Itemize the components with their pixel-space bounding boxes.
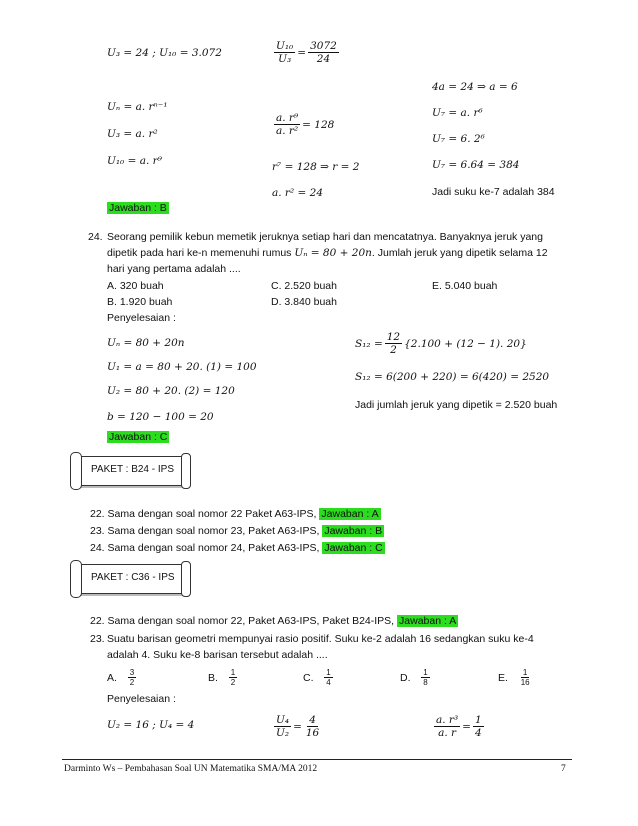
c36-q23-line2: adalah 4. Suku ke-8 barisan tersebut adalah ....	[107, 649, 328, 661]
q24-eq3: U₂ = 80 + 20. (2) = 120	[107, 385, 235, 397]
q24-penyelesaian: Penyelesaian :	[107, 312, 176, 324]
b24-item-24: 24. Sama dengan soal nomor 24, Paket A63-IPS, Jawaban : C	[90, 542, 383, 554]
c36-q23-option-d: D. $\frac{1}{8}$	[400, 668, 428, 687]
q24-answer-highlight: Jawaban : C	[109, 431, 168, 443]
c36-q23-line1: Suatu barisan geometri mempunyai rasio positif. Suku ke-2 adalah 16 sedangkan suku ke-4	[107, 633, 534, 645]
paket-c36-label: PAKET : C36 - IPS	[91, 572, 175, 583]
q24-eq2: U₁ = a = 80 + 20. (1) = 100	[107, 361, 257, 373]
eq-r-value: r⁷ = 128 ⇒ r = 2	[272, 161, 360, 173]
footer-title: Darminto Ws – Pembahasan Soal UN Matematika SMA/MA 2012	[64, 764, 318, 774]
c36-q23-ratio: $\frac{\text{U₄}}{\text{U₂}}$ = $\frac{4}{16}$	[276, 714, 320, 739]
eq-u7-sub: U₇ = 6. 2⁶	[432, 133, 485, 145]
q24-conclusion: Jadi jumlah jeruk yang dipetik = 2.520 buah	[355, 399, 558, 411]
answer-highlight: Jawaban : B	[109, 202, 167, 214]
c36-item-22: 22. Sama dengan soal nomor 22, Paket A63-IPS, Paket B24-IPS, Jawaban : A	[90, 615, 457, 627]
eq-u7-formula: U₇ = a. r⁶	[432, 107, 483, 119]
b24-item-23: 23. Sama dengan soal nomor 23, Paket A63-IPS, Jawaban : B	[90, 525, 383, 537]
c36-q23-option-c: C. $\frac{1}{4}$	[303, 668, 331, 687]
eq-ratio-fraction: $\frac{\text{U₁₀}}{\text{U₃}}$ = $\frac{3072}{24}$	[276, 40, 337, 65]
c36-q23-ar-ratio: $\frac{\text{a. r³}}{a. r}$ = $\frac{1}{4}$	[436, 714, 482, 739]
eq-ar2: a. r² = 24	[272, 187, 323, 199]
c36-q23-given: U₂ = 16 ; U₄ = 4	[107, 719, 195, 731]
q24-sum-formula: S₁₂ = $\frac{12}{2}$ {2.100 + (12 − 1). 20}	[355, 331, 527, 356]
b24-answer-22: Jawaban : A	[321, 508, 379, 520]
q24-answer	[107, 430, 169, 444]
q24-option-a: A. 320 buah	[107, 280, 164, 292]
c36-q23-option-e: E. $\frac{1}{16}$	[498, 668, 530, 687]
q24-formula: Uₙ = 80 + 20n	[294, 247, 372, 259]
q24-line2: dipetik pada hari ke-n memenuhi rumus Uₙ = 80 + 20n. Jumlah jeruk yang dipetik selama 12	[107, 247, 548, 259]
eq-a-value: 4a = 24 ⇒ a = 6	[432, 81, 518, 93]
q24-eq1: Uₙ = 80 + 20n	[107, 337, 185, 349]
q24-sum-result: S₁₂ = 6(200 + 220) = 6(420) = 2520	[355, 371, 550, 383]
c36-q23-option-b: B. $\frac{1}{2}$	[208, 668, 236, 687]
q24-option-b: B. 1.920 buah	[107, 296, 173, 308]
eq-formula: Uₙ = a. rⁿ⁻¹	[107, 101, 168, 113]
paket-b24-label: PAKET : B24 - IPS	[91, 464, 174, 475]
conclusion-top: Jadi suku ke-7 adalah 384	[432, 186, 555, 198]
q24-option-d: D. 3.840 buah	[271, 296, 337, 308]
c36-q23-option-a: A. $\frac{3}{2}$	[107, 668, 135, 687]
eq-ar-fraction: $\frac{\text{a. r⁹}}{\text{a. r²}}$ = 128	[276, 112, 335, 137]
eq-u3: U₃ = a. r²	[107, 128, 158, 140]
q24-line3: hari yang pertama adalah ....	[107, 263, 241, 275]
eq-given: U₃ = 24 ; U₁₀ = 3.072	[107, 47, 222, 59]
q24-eq4: b = 120 − 100 = 20	[107, 411, 214, 423]
q24-number: 24.	[88, 231, 103, 243]
q24-line1: Seorang pemilik kebun memetik jeruknya setiap hari dan mencatatnya. Banyaknya jeruk yang	[107, 231, 543, 243]
q24-option-e: E. 5.040 buah	[432, 280, 498, 292]
b24-answer-23: Jawaban : B	[324, 525, 383, 537]
c36-q23-penyelesaian: Penyelesaian :	[107, 693, 176, 705]
page-number: 7	[561, 764, 566, 774]
paket-b24-banner	[74, 456, 188, 486]
c36-q23-number: 23.	[90, 633, 105, 645]
q24-option-c: C. 2.520 buah	[271, 280, 337, 292]
eq-u7-result: U₇ = 6.64 = 384	[432, 159, 520, 171]
c36-answer-22: Jawaban : A	[399, 615, 457, 627]
footer-rule	[62, 759, 572, 760]
b24-answer-24: Jawaban : C	[324, 542, 383, 554]
b24-item-22: 22. Sama dengan soal nomor 22 Paket A63-IPS, Jawaban : A	[90, 508, 379, 520]
eq-u10: U₁₀ = a. r⁹	[107, 155, 162, 167]
paket-c36-banner	[74, 564, 188, 594]
answer-top	[107, 201, 169, 215]
